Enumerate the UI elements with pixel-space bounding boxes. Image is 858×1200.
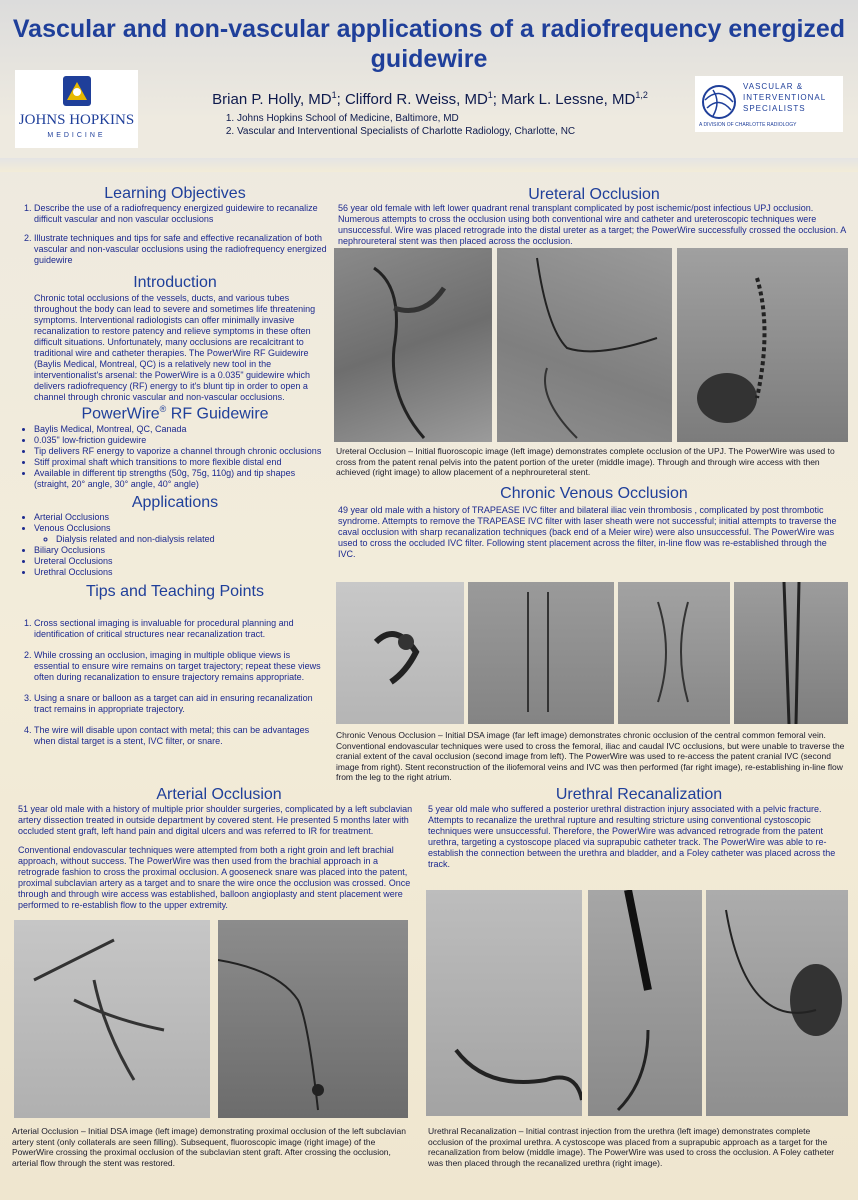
jh-logo-text: JOHNS HOPKINS [18,112,135,128]
arterial-text-1: 51 year old male with a history of multiple prior shoulder surgeries, complicated by a left subclavian artery dissection treated in outside department by covered stent. He presented 5 months later with occluded stent graft, left hand pain and digital ulcers and was referred to IR for treatment. [18,804,413,836]
author-1-sup: 1 [331,90,337,100]
fluoro-contrast-icon [426,890,582,1116]
author-3-sup: 1,2 [635,90,648,100]
johns-hopkins-logo [15,70,138,148]
venous-image-2 [468,582,614,724]
introduction-title: Introduction [133,274,217,291]
powerwire-title-suffix: RF Guidewire [166,405,269,423]
venous-text: 49 year old male with a history of TRAPEASE IVC filter and bilateral iliac vein thrombosis , complicated by post thrombotic syndrome. Attempts to remove the TRAPEASE IVC filter with laser sheath were not successful; initial attempts to traverse the caval occlusion with sharp recanalization techniques (back end of a Meier wire) were also unsuccessful. The PowerWire was used to cross the occluded IVC filter. Following stent placement across the filter, in-line flow was re-established through the IVC. [338,505,837,559]
affiliation-1: 1. Johns Hopkins School of Medicine, Baltimore, MD [237,112,655,125]
author-list [190,90,670,108]
venous-image-4 [734,582,848,724]
learning-objective-2: 2. Illustrate techniques and tips for safe and effective recanalization of both vascular and non-vascular occlusions using the radiofrequency energized guidewire [34,233,328,266]
author-2-sup: 1 [487,90,493,100]
dsa-vessels-icon [336,582,464,724]
tip-item: 3. Using a snare or balloon as a target can aid in ensuring recanalization tract remains in appropriate trajectory. [34,693,328,715]
applications-list [12,512,328,578]
urethral-image-left [426,890,582,1116]
tip-item: 4. The wire will disable upon contact with metal; this can be advantages when distal target is a stent, IVC filter, or snare. [34,725,328,747]
arterial-text-2: Conventional endovascular techniques were attempted from both a right groin and left brachial approach, without success. The PowerWire was then used from the brachial approach in a retrograde fashion to cross the proximal occlusion. A gooseneck snare was placed into the patent, proximal subclavian artery as a target and to snare the wire once the occlusion was crossed. Once through and through wire access was established, balloon angioplasty and stent placement were performed to re-establish flow to the upper extremity. [18,845,411,910]
fluoro-wire-icon [334,248,492,442]
tips-title: Tips and Teaching Points [86,583,264,600]
ureteral-title: Ureteral Occlusion [528,186,660,203]
header-divider [0,158,858,172]
vis-logo-line4: A DIVISION OF CHARLOTTE RADIOLOGY [699,122,797,128]
urethral-caption: Urethral Recanalization – Initial contrast injection from the urethra (left image) demonstrates complete occlusion of the proximal urethra. A cystoscope was placed from a suprapubic approach as a target for the recanalization from below (middle image). The PowerWire was used to cross the occlusion. A Foley catheter was then placed through the recanalized urethra (right image). [428,1126,835,1168]
powerwire-reg-mark: ® [159,404,167,414]
venous-image-3 [618,582,730,724]
venous-caption: Chronic Venous Occlusion – Initial DSA image (far left image) demonstrates chronic occlusion of the central common femoral vein. Conventional endovascular techniques were used to cross the femoral, iliac and caudal IVC occlusions, but were unable to traverse the cranial extent of the caval occlusion (second image from left). The PowerWire was used to re-access the patent cranial IVC (second image from right). Stent reconstruction of the iliofemoral veins and IVC was then performed (far right image), re-establishing in-line flow from the leg to the right atrium. [336,730,845,782]
application-item [34,523,328,545]
learning-objectives-title: Learning Objectives [104,185,246,202]
urethral-image-right [706,890,848,1116]
applications-title: Applications [131,494,219,511]
jh-logo-subtext: MEDICINE [47,132,106,139]
learning-objective-1: 1. Describe the use of a radiofrequency energized guidewire to recanalize difficult vascular and non vascular occlusions [34,203,328,225]
fluoro-stent-icon [677,248,848,442]
fluoro-foley-icon [706,890,848,1116]
venous-image-1 [336,582,464,724]
arterial-caption: Arterial Occlusion – Initial DSA image (left image) demonstrating proximal occlusion of the left subclavian artery stent (only collaterals are seen filling). Subsequent, fluoroscopic image (right image) of the PowerWire crossing the proximal occlusion of the subclavian stent graft. After crossing the occlusion, arterial flow through the stent was restored. [12,1126,407,1168]
application-item: • Urethral Occlusions [34,567,328,578]
introduction-text: Chronic total occlusions of the vessels, ducts, and various tubes throughout the body can lead to severe and sometimes life threatening symptoms. Interventional radiologists can offer minimally invasive recanalization to restore patency and relieve symptoms in these often difficult situations. Unfortunately, many occlusions are recalcitrant to traditional wire and catheter therapies. The PowerWire RF Guidewire (Baylis Medical, Montreal, QC) is a relatively new tool in the interventionalist's arsenal: the PowerWire is a 0.035" guidewire which delivers radiofrequency (RF) energy to it's blunt tip in order to open a channel through chronic vascular and non-vascular occlusions. [34,293,316,402]
powerwire-item: • Baylis Medical, Montreal, QC, Canada [34,424,328,435]
learning-objectives-list [12,203,328,274]
fluoro-filter-icon [468,582,614,724]
urethral-title: Urethral Recanalization [555,786,723,803]
powerwire-item: • Available in different tip strengths (50g, 75g, 110g) and tip shapes (straight, 20° angle, 30° angle, 40° angle) [34,468,328,490]
vis-logo-line1: VASCULAR & [743,82,804,91]
powerwire-item: • Tip delivers RF energy to vaporize a channel through chronic occlusions [34,446,328,457]
fluoro-cystoscope-icon [588,890,702,1116]
affiliations [215,112,655,138]
application-item: • Ureteral Occlusions [34,556,328,567]
author-2: ; Clifford R. Weiss, MD [336,91,488,108]
arterial-image-right [218,920,408,1118]
ureteral-text: 56 year old female with left lower quadrant renal transplant complicated by post ischemic/post infectious UPJ occlusion. Numerous attempts to cross the occlusion using both conventional wire and catheter and ureteroscopic techniques were unsuccessful. Wire was placed retrograde into the distal ureter as a target; the PowerWire successfully crossed the occlusion. A nephroureteral stent was then placed across the occlusion. [338,203,846,246]
powerwire-title-text: PowerWire [81,405,160,423]
tips-list [12,618,328,755]
ureteral-image-middle [497,248,672,442]
ureteral-caption: Ureteral Occlusion – Initial fluoroscopic image (left image) demonstrates complete occlusion of the UPJ. The PowerWire was used to cross from the patent renal pelvis into the patent portion of the ureter (middle image). Through and through wire access with then achieved (right image) to allow placement of a nephroureteral stent. [336,446,835,477]
vis-logo-line3: SPECIALISTS [743,104,806,113]
tip-item: 1. Cross sectional imaging is invaluable for procedural planning and identification of critical structures near recanalization tract. [34,618,328,640]
tip-item: 2. While crossing an occlusion, imaging in multiple oblique views is essential to ensure wire remains on target trajectory; repeat these views often during recanalization to ensure trajectory remains appropriate. [34,650,328,683]
application-item-label: Venous Occlusions [34,523,111,533]
urethral-text: 5 year old male who suffered a posterior urethral distraction injury associated with a pelvic fracture. Attempts to recanalize the urethral rupture and resulting stricture using conventional cystoscopic techniques were unsuccessful. Therefore, the PowerWire was advanced retrograde from the patent urethra, targeting a cystoscope placed via suprapubic catheter track. The PowerWire was able to re-establish the connection between the urethra and bladder, and a Foley catheter was placed across the track. [428,804,836,869]
ureteral-image-left [334,248,492,442]
ureteral-image-right [677,248,848,442]
fluoro-wire-icon [218,920,408,1118]
urethral-image-middle [588,890,702,1116]
powerwire-item: • 0.035" low-friction guidewire [34,435,328,446]
fluoro-wire-icon [497,248,672,442]
vis-logo [695,76,843,132]
arterial-title: Arterial Occlusion [156,786,282,803]
dsa-vessels-icon [14,920,210,1118]
arterial-image-left [14,920,210,1118]
application-item: • Arterial Occlusions [34,512,328,523]
venous-title: Chronic Venous Occlusion [500,485,688,502]
application-subitem: ◦ Dialysis related and non-dialysis related [56,534,328,545]
author-3: ; Mark L. Lessne, MD [492,91,636,108]
powerwire-list [12,424,328,490]
vis-logo-line2: INTERVENTIONAL [743,93,827,102]
fluoro-stent-icon [734,582,848,724]
poster-title: Vascular and non-vascular applications of a radiofrequency energized guidewire [12,15,846,73]
powerwire-title [30,404,320,423]
vascular-globe-icon [699,82,739,122]
application-item: • Biliary Occlusions [34,545,328,556]
fluoro-filter-icon [618,582,730,724]
powerwire-item: • Stiff proximal shaft which transitions to more flexible distal end [34,457,328,468]
author-1: Brian P. Holly, MD [212,91,332,108]
affiliation-2: 2. Vascular and Interventional Specialists of Charlotte Radiology, Charlotte, NC [237,125,655,138]
